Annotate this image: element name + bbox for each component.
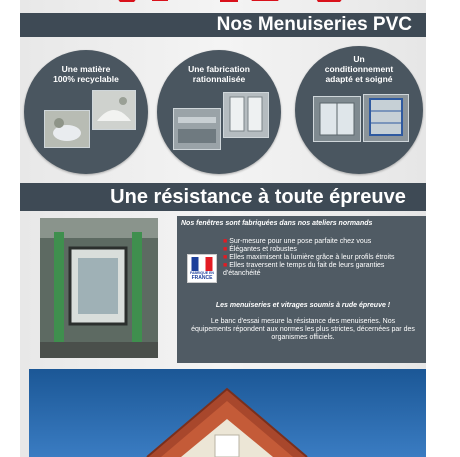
list-item: ■ Sur-mesure pour une pose parfaite chez vous [223,238,372,245]
panel-intro: Nos fenêtres sont fabriquées dans nos ateliers normands [181,220,373,227]
section-bar [20,183,426,211]
panel-highlight: Les menuiseries et vitrages soumis à rude épreuve ! [215,302,391,309]
bullet-list [223,238,423,278]
window-frames-photo [223,92,269,138]
recycling-photo [44,110,90,148]
header-bar [20,13,426,37]
shipping-rack-photo [363,94,409,142]
brochure-page [20,0,426,457]
brand-logo [112,0,352,6]
feature-caption: Un conditionnement adapté et soigné [324,54,394,84]
list-item: ■ Elles maximisent la lumière grâce à leur profils étroits [223,254,395,261]
feature-caption: Une matière 100% recyclable [53,64,119,84]
list-item: ■ Elles traversent le temps du fait de leurs garanties d'étanchéité [223,262,385,277]
made-in-france-badge: FABRIQUÉ EN FRANCE [187,254,217,283]
feature-circle-packaging [295,46,423,174]
feature-circle-fabrication [157,50,281,174]
list-item: ■ Élégantes et robustes [223,246,297,253]
house-roof-photo [29,369,426,457]
packaged-window-photo [313,96,361,142]
info-panel [177,216,426,363]
french-flag-icon [191,257,213,271]
panel-description: Le banc d'essai mesure la résistance des menuiseries. Nos équipements répondent aux normes les plus strictes, décernées par des organismes officiels. [191,318,415,341]
workshop-photo [173,108,221,150]
pellets-photo [92,90,136,130]
header-title: Nos Menuiseries PVC [216,14,412,35]
test-bench-photo [40,218,158,358]
section-title: Une résistance à toute épreuve [110,186,406,208]
feature-circle-recyclable [24,50,148,174]
feature-caption: Une fabrication rationnalisée [188,64,250,84]
